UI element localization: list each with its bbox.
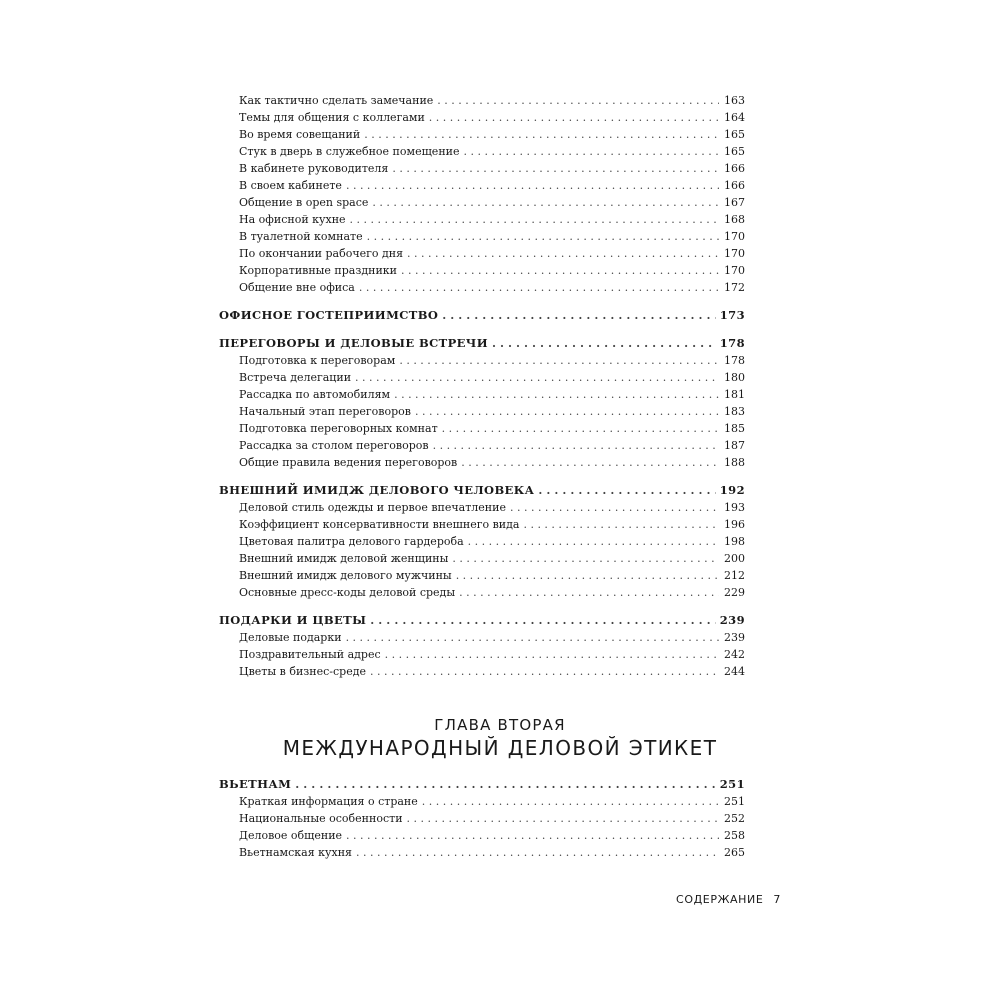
toc-entry-title: Краткая информация о стране: [239, 795, 418, 808]
toc-entry-page: 178: [724, 354, 745, 367]
toc-entry-page: 165: [724, 128, 745, 141]
toc-entry-title: Во время совещаний: [239, 128, 361, 141]
toc-entry: [219, 194, 745, 211]
toc-entry-page: 163: [724, 94, 745, 107]
dot-leader: [510, 499, 719, 516]
toc-entry-page: 252: [724, 812, 745, 825]
dot-leader: [452, 550, 719, 567]
toc-entry: [219, 663, 745, 680]
dot-leader: [468, 533, 719, 550]
toc-entry-page: 164: [724, 111, 745, 124]
toc-section-entry: [219, 612, 745, 629]
toc-entry-title: ПОДАРКИ И ЦВЕТЫ: [219, 613, 367, 627]
toc-entry-title: ВЬЕТНАМ: [219, 777, 292, 791]
toc-entry-page: 170: [724, 264, 745, 277]
toc-entry-page: 185: [724, 422, 745, 435]
toc-entry-page: 168: [724, 213, 745, 226]
toc-entry: [219, 827, 745, 844]
dot-leader: [364, 126, 719, 143]
toc-entry: [219, 262, 745, 279]
dot-leader: [385, 646, 719, 663]
toc-entry-title: В своем кабинете: [239, 179, 342, 192]
toc-entry-page: 192: [719, 483, 745, 497]
toc-entry: [219, 437, 745, 454]
section-gap: [219, 471, 745, 482]
toc-entry-page: 181: [724, 388, 745, 401]
dot-leader: [433, 437, 719, 454]
toc-entry-title: ПЕРЕГОВОРЫ И ДЕЛОВЫЕ ВСТРЕЧИ: [219, 336, 488, 350]
toc-entry-page: 239: [719, 613, 745, 627]
toc-entry: [219, 92, 745, 109]
toc-entry-title: По окончании рабочего дня: [239, 247, 404, 260]
toc-entry-page: 239: [724, 631, 745, 644]
toc-entry-title: Темы для общения с коллегами: [239, 111, 425, 124]
toc-entry-page: 188: [724, 456, 745, 469]
toc-entry-page: 244: [724, 665, 745, 678]
dot-leader: [461, 454, 719, 471]
dot-leader: [355, 369, 719, 386]
dot-leader: [356, 844, 719, 861]
toc-entry: [219, 279, 745, 296]
toc-entry-title: Начальный этап переговоров: [239, 405, 411, 418]
dot-leader: [437, 92, 719, 109]
toc-entry: [219, 245, 745, 262]
toc-entry: [219, 109, 745, 126]
dot-leader: [407, 245, 719, 262]
toc-entry: [219, 516, 745, 533]
toc-entry-title: На офисной кухне: [239, 213, 346, 226]
toc-entry-page: 166: [724, 179, 745, 192]
toc-entry: [219, 177, 745, 194]
toc-entry-page: 170: [724, 230, 745, 243]
toc-entry-title: Общение в open space: [239, 196, 369, 209]
toc-entry-page: 173: [719, 308, 745, 322]
toc-entry-title: Коэффициент консервативности внешнего вида: [239, 518, 520, 531]
dot-leader: [370, 663, 719, 680]
dot-leader: [346, 827, 719, 844]
dot-leader: [367, 228, 719, 245]
toc-entry-page: 229: [724, 586, 745, 599]
toc-entry-page: 242: [724, 648, 745, 661]
toc-entry-page: 180: [724, 371, 745, 384]
chapter-title: МЕЖДУНАРОДНЫЙ ДЕЛОВОЙ ЭТИКЕТ: [282, 736, 718, 760]
toc-section-entry: [219, 482, 745, 499]
dot-leader: [350, 211, 719, 228]
toc-entry-page: 251: [724, 795, 745, 808]
dot-leader: [372, 194, 719, 211]
dot-leader: [394, 386, 719, 403]
toc-entry: [219, 499, 745, 516]
dot-leader: [442, 307, 716, 324]
toc-entry-title: Как тактично сделать замечание: [239, 94, 434, 107]
toc-entry-title: В кабинете руководителя: [239, 162, 389, 175]
toc-entry: [219, 567, 745, 584]
toc-entry-title: Национальные особенности: [239, 812, 403, 825]
toc-section-entry: [219, 307, 745, 324]
toc-entry: [219, 646, 745, 663]
dot-leader: [523, 516, 719, 533]
toc-entry-page: 265: [724, 846, 745, 859]
dot-leader: [459, 584, 719, 601]
toc-entry-title: Встреча делегации: [239, 371, 352, 384]
toc-entry-title: Внешний имидж делового мужчины: [239, 569, 452, 582]
toc-entry-page: 187: [724, 439, 745, 452]
toc-entry: [219, 211, 745, 228]
toc-entry: [219, 403, 745, 420]
toc-entry-title: Общение вне офиса: [239, 281, 355, 294]
toc-entry-page: 178: [719, 336, 745, 350]
dot-leader: [401, 262, 719, 279]
toc-entry-title: Подготовка к переговорам: [239, 354, 396, 367]
toc-entry-title: Стук в дверь в служебное помещение: [239, 145, 460, 158]
dot-leader: [407, 810, 719, 827]
dot-leader: [538, 482, 715, 499]
page-footer: [676, 893, 781, 906]
toc-entry-page: 196: [724, 518, 745, 531]
toc-entry: [219, 584, 745, 601]
footer-section-name: СОДЕРЖАНИЕ: [676, 893, 764, 906]
toc-entry-title: Основные дресс-коды деловой среды: [239, 586, 456, 599]
dot-leader: [442, 420, 719, 437]
toc-entry: [219, 352, 745, 369]
dot-leader: [359, 279, 719, 296]
toc-entry-title: Поздравительный адрес: [239, 648, 381, 661]
table-of-contents-part-1: [219, 92, 745, 680]
toc-entry: [219, 629, 745, 646]
toc-entry-title: Деловое общение: [239, 829, 343, 842]
toc-entry-title: Цветовая палитра делового гардероба: [239, 535, 464, 548]
toc-entry-title: В туалетной комнате: [239, 230, 363, 243]
toc-entry-title: Подготовка переговорных комнат: [239, 422, 438, 435]
toc-entry-page: 193: [724, 501, 745, 514]
toc-entry-page: 212: [724, 569, 745, 582]
dot-leader: [422, 793, 719, 810]
dot-leader: [456, 567, 719, 584]
toc-entry-page: 198: [724, 535, 745, 548]
toc-entry-page: 165: [724, 145, 745, 158]
toc-entry: [219, 844, 745, 861]
toc-entry-title: Общие правила ведения переговоров: [239, 456, 458, 469]
toc-entry: [219, 160, 745, 177]
dot-leader: [392, 160, 719, 177]
toc-entry: [219, 420, 745, 437]
toc-entry-page: 166: [724, 162, 745, 175]
dot-leader: [399, 352, 719, 369]
section-gap: [219, 601, 745, 612]
toc-entry-title: Рассадка по автомобилям: [239, 388, 391, 401]
toc-entry: [219, 793, 745, 810]
dot-leader: [346, 629, 719, 646]
toc-entry: [219, 533, 745, 550]
dot-leader: [492, 335, 716, 352]
toc-entry-page: 183: [724, 405, 745, 418]
toc-entry-page: 167: [724, 196, 745, 209]
toc-entry-title: Вьетнамская кухня: [239, 846, 352, 859]
toc-entry-title: Деловые подарки: [239, 631, 342, 644]
toc-entry-page: 200: [724, 552, 745, 565]
toc-entry-page: 258: [724, 829, 745, 842]
toc-entry: [219, 454, 745, 471]
dot-leader: [415, 403, 719, 420]
toc-entry-title: Деловой стиль одежды и первое впечатление: [239, 501, 506, 514]
toc-entry-title: ОФИСНОЕ ГОСТЕПРИИМСТВО: [219, 308, 439, 322]
dot-leader: [370, 612, 715, 629]
toc-entry-title: Цветы в бизнес-среде: [239, 665, 366, 678]
toc-entry-page: 170: [724, 247, 745, 260]
dot-leader: [464, 143, 720, 160]
toc-entry: [219, 228, 745, 245]
toc-entry: [219, 386, 745, 403]
toc-entry-title: Рассадка за столом переговоров: [239, 439, 429, 452]
chapter-label: ГЛАВА ВТОРАЯ: [434, 716, 566, 734]
dot-leader: [429, 109, 719, 126]
toc-entry: [219, 143, 745, 160]
toc-entry-page: 172: [724, 281, 745, 294]
toc-entry: [219, 126, 745, 143]
toc-section-entry: [219, 776, 745, 793]
table-of-contents-part-2: [219, 776, 745, 861]
toc-entry-title: Корпоративные праздники: [239, 264, 398, 277]
toc-entry: [219, 810, 745, 827]
dot-leader: [295, 776, 715, 793]
section-gap: [219, 296, 745, 307]
section-gap: [219, 324, 745, 335]
dot-leader: [346, 177, 719, 194]
toc-entry: [219, 550, 745, 567]
toc-entry-title: ВНЕШНИЙ ИМИДЖ ДЕЛОВОГО ЧЕЛОВЕКА: [219, 483, 535, 497]
toc-entry: [219, 369, 745, 386]
toc-entry-title: Внешний имидж деловой женщины: [239, 552, 449, 565]
footer-page-number: 7: [773, 893, 781, 906]
toc-entry-page: 251: [719, 777, 745, 791]
toc-section-entry: [219, 335, 745, 352]
